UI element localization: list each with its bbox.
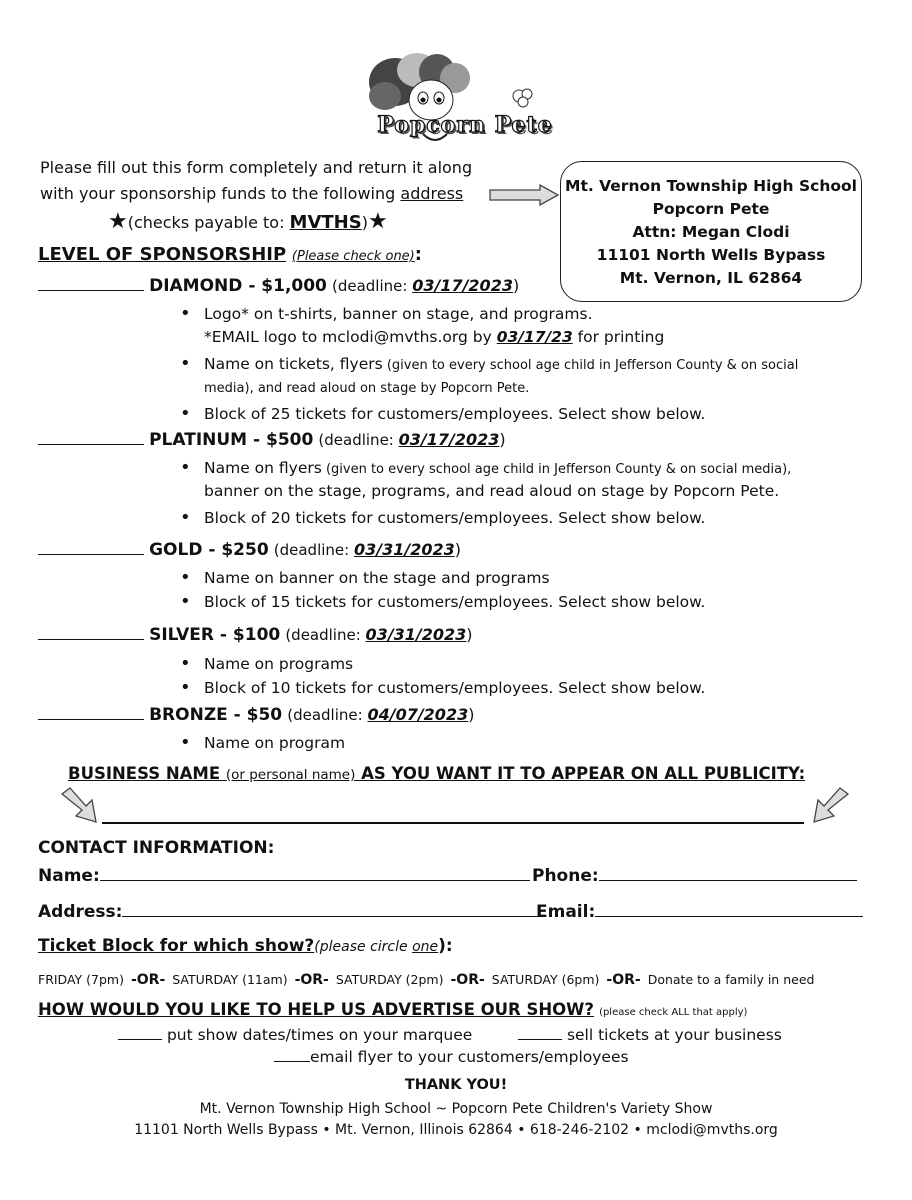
tier-platinum-name: PLATINUM - $500 [149, 430, 314, 450]
show-saturday-6pm[interactable]: SATURDAY (6pm) [491, 972, 600, 987]
tier-gold-row: GOLD - $250 (deadline: 03/31/2023) [38, 540, 461, 560]
donate-option[interactable]: Donate to a family in need [647, 972, 815, 987]
tier-gold-name: GOLD - $250 [149, 540, 269, 560]
arrow-to-address-icon [488, 184, 560, 210]
advertise-heading: HOW WOULD YOU LIKE TO HELP US ADVERTISE OUR SHOW? (please check ALL that apply) [38, 1000, 748, 1019]
address-line-2: Popcorn Pete [652, 200, 770, 218]
show-saturday-2pm[interactable]: SATURDAY (2pm) [335, 972, 444, 987]
marquee-checkbox-line[interactable] [118, 1026, 162, 1040]
phone-label: Phone: [532, 866, 599, 886]
contact-heading: CONTACT INFORMATION: [38, 838, 275, 858]
advertise-option-email: email flyer to your customers/employees [274, 1048, 629, 1066]
name-label: Name: [38, 866, 100, 886]
tier-silver-row: SILVER - $100 (deadline: 03/31/2023) [38, 625, 473, 645]
show-friday-7pm[interactable]: FRIDAY (7pm) [38, 972, 124, 987]
list-item: • Name on tickets, flyers (given to every school age child in Jefferson County & on social [176, 352, 798, 378]
phone-field[interactable] [599, 867, 857, 881]
email-flyer-checkbox-line[interactable] [274, 1048, 310, 1062]
tier-diamond-name: DIAMOND - $1,000 [149, 276, 327, 296]
checks-payable-line: ★(checks payable to: MVTHS)★ [108, 209, 388, 234]
footer-line-2: 11101 North Wells Bypass • Mt. Vernon, Illinois 62864 • 618-246-2102 • mclodi@mvths.org [134, 1122, 778, 1138]
ticket-block-heading: Ticket Block for which show?(please circle one): [38, 936, 453, 956]
phone-row [532, 866, 857, 886]
bronze-benefits [176, 731, 345, 755]
silver-checkbox-line[interactable] [38, 626, 144, 640]
list-item: • Name on program [176, 731, 345, 755]
business-name-field[interactable] [102, 822, 804, 824]
diamond-email-note: *EMAIL logo to mclodi@mvths.org by 03/17/23 for printing [204, 328, 665, 346]
sell-tickets-checkbox-line[interactable] [518, 1026, 562, 1040]
show-options: FRIDAY (7pm) -OR- SATURDAY (11am) -OR- SATURDAY (2pm) -OR- SATURDAY (6pm) -OR- Donate to a family in need [38, 972, 815, 988]
name-row [38, 866, 530, 886]
diamond-benefits [176, 302, 593, 326]
address-line-5: Mt. Vernon, IL 62864 [619, 269, 803, 287]
tier-bronze-deadline: 04/07/2023 [367, 705, 469, 724]
address-row [38, 902, 540, 922]
advertise-option-marquee: put show dates/times on your marquee [118, 1026, 472, 1044]
tier-diamond-row: DIAMOND - $1,000 (deadline: 03/17/2023) [38, 276, 519, 296]
intro-line-1: Please fill out this form completely and return it along [40, 158, 473, 177]
tier-diamond-deadline: 03/17/2023 [412, 276, 513, 295]
popcorn-pete-logo [355, 52, 565, 144]
tier-silver-name: SILVER - $100 [149, 625, 281, 645]
list-item: • Block of 25 tickets for customers/employees. Select show below. [176, 402, 705, 426]
star-icon: ★ [108, 209, 128, 234]
list-item: • Block of 10 tickets for customers/employees. Select show below. [176, 676, 705, 700]
gold-benefits [176, 566, 705, 614]
email-label: Email: [536, 902, 596, 922]
business-name-label: BUSINESS NAME (or personal name) AS YOU WANT IT TO APPEAR ON ALL PUBLICITY: [68, 764, 806, 783]
diamond-benefits-3 [176, 402, 705, 426]
diamond-checkbox-line[interactable] [38, 277, 144, 291]
tier-platinum-deadline: 03/17/2023 [398, 430, 500, 449]
platinum-benefits-2 [176, 506, 705, 530]
list-item: • Block of 15 tickets for customers/employees. Select show below. [176, 590, 705, 614]
logo-text: Popcorn Pete [377, 112, 553, 138]
address-label: Address: [38, 902, 123, 922]
tier-bronze-name: BRONZE - $50 [149, 705, 283, 725]
advertise-option-sell: sell tickets at your business [518, 1026, 782, 1044]
list-item: • Name on banner on the stage and programs [176, 566, 705, 590]
address-link-text: address [400, 184, 464, 203]
list-item: • Logo* on t-shirts, banner on stage, and programs. [176, 302, 593, 326]
bronze-checkbox-line[interactable] [38, 706, 144, 720]
show-saturday-11am[interactable]: SATURDAY (11am) [172, 972, 288, 987]
thank-you: THANK YOU! [404, 1077, 508, 1093]
mailing-address-box [560, 161, 862, 302]
platinum-checkbox-line[interactable] [38, 431, 144, 445]
tier-gold-deadline: 03/31/2023 [353, 540, 455, 559]
star-icon: ★ [367, 209, 388, 234]
payee: MVTHS [289, 212, 362, 233]
platinum-cont: banner on the stage, programs, and read aloud on stage by Popcorn Pete. [204, 482, 780, 500]
diamond-flyer-cont: media), and read aloud on stage by Popcorn Pete. [204, 381, 530, 396]
list-item: • Name on flyers (given to every school age child in Jefferson County & on social media), [176, 456, 791, 482]
email-row [536, 902, 863, 922]
name-field[interactable] [100, 867, 530, 881]
address-field[interactable] [122, 903, 540, 917]
intro-line-2: with your sponsorship funds to the following address [40, 184, 464, 203]
footer-line-1: Mt. Vernon Township High School ~ Popcorn Pete Children's Variety Show [199, 1101, 713, 1117]
gold-checkbox-line[interactable] [38, 541, 144, 555]
arrow-down-right-icon [58, 786, 102, 830]
tier-silver-deadline: 03/31/2023 [365, 625, 467, 644]
tier-platinum-row: PLATINUM - $500 (deadline: 03/17/2023) [38, 430, 506, 450]
tier-bronze-row: BRONZE - $50 (deadline: 04/07/2023) [38, 705, 474, 725]
email-field[interactable] [595, 903, 863, 917]
list-item: • Name on programs [176, 652, 705, 676]
arrow-down-left-icon [808, 786, 852, 830]
address-line-4: 11101 North Wells Bypass [596, 246, 826, 264]
silver-benefits [176, 652, 705, 700]
address-line-3: Attn: Megan Clodi [632, 223, 790, 241]
platinum-benefits [176, 456, 791, 482]
diamond-benefits-2 [176, 352, 798, 378]
address-line-1: Mt. Vernon Township High School [565, 177, 857, 195]
list-item: • Block of 20 tickets for customers/employees. Select show below. [176, 506, 705, 530]
sponsorship-heading: LEVEL OF SPONSORSHIP (Please check one): [38, 244, 422, 265]
